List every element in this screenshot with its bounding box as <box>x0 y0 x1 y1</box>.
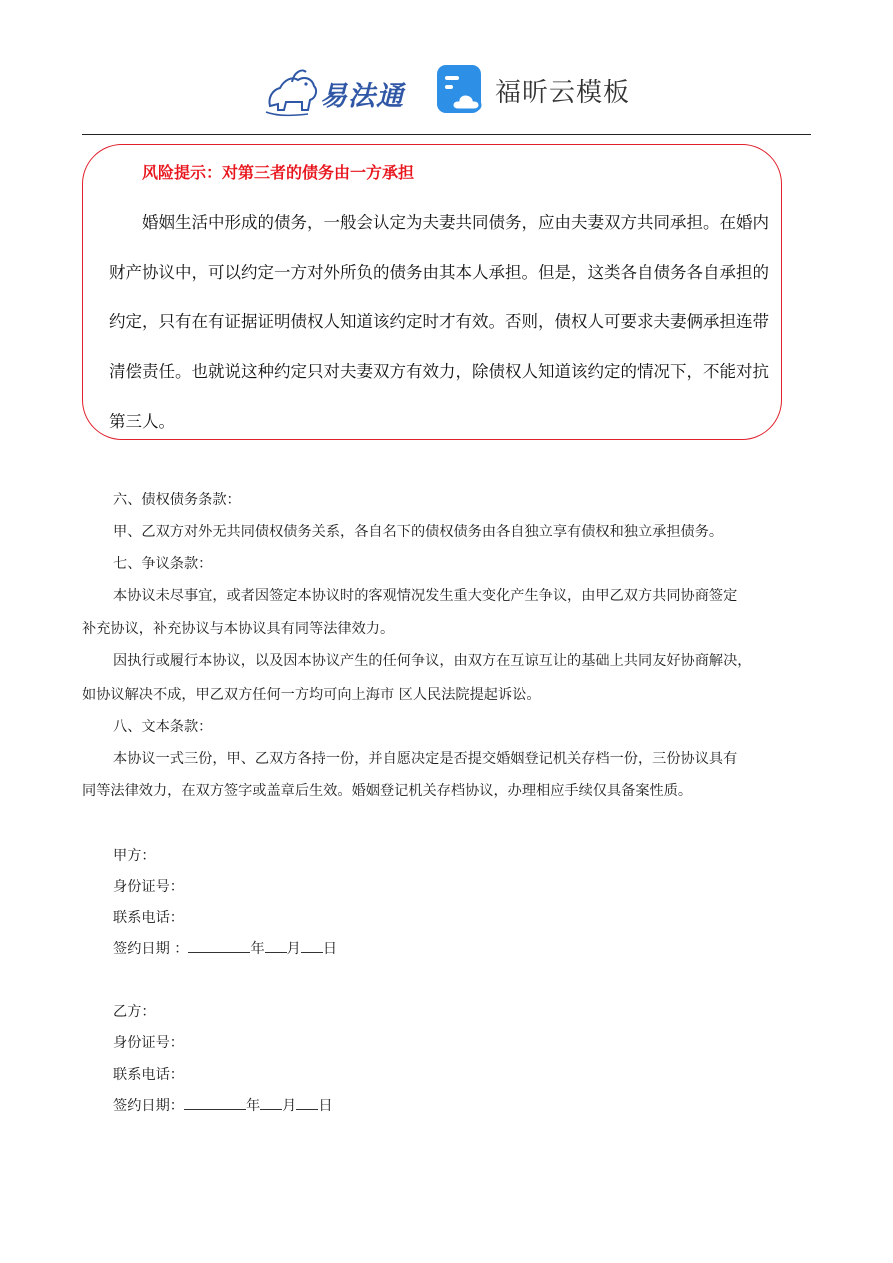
risk-text-line: 清偿责任。也就说这种约定只对夫妻双方有效力，除债权人知道该约定的情况下，不能对抗 <box>109 362 769 381</box>
document-header <box>0 56 893 126</box>
section-7-paragraph-1-cont: 补充协议，补充协议与本协议具有同等法律效力。 <box>82 621 395 637</box>
section-6-title: 六、债权债务条款： <box>113 492 241 508</box>
yifatong-logo-text: 易法通 <box>320 81 404 112</box>
day-blank[interactable] <box>301 938 323 953</box>
month-blank[interactable] <box>260 1095 282 1110</box>
party-b-date-label: 签约日期： <box>113 1098 184 1114</box>
section-8-title: 八、文本条款： <box>113 719 213 735</box>
day-blank[interactable] <box>296 1095 318 1110</box>
risk-warning-box <box>82 144 782 440</box>
day-label: 日 <box>322 941 338 957</box>
risk-text-line: 婚姻生活中形成的债务，一般会认定为夫妻共同债务，应由夫妻双方共同承担。在婚内 <box>142 213 769 232</box>
risk-warning-title: 风险提示：对第三者的债务由一方承担 <box>142 163 415 182</box>
section-7-title: 七、争议条款： <box>113 556 213 572</box>
month-label: 月 <box>282 1098 297 1114</box>
party-a-label: 甲方： <box>113 848 156 864</box>
party-a-phone-label: 联系电话： <box>113 910 184 926</box>
party-b-phone-label: 联系电话： <box>113 1067 184 1083</box>
section-6-paragraph: 甲、乙双方对外无共同债权债务关系，各自名下的债权债务由各自独立享有债权和独立承担债务。 <box>113 524 724 540</box>
party-b-date-row <box>113 1095 333 1115</box>
party-a-date-row <box>113 938 337 958</box>
risk-text-line: 约定，只有在有证据证明债权人知道该约定时才有效。否则，债权人可要求夫妻俩承担连带 <box>109 312 769 331</box>
year-blank[interactable] <box>188 938 250 953</box>
section-7-paragraph-2: 因执行或履行本协议，以及因本协议产生的任何争议，由双方在互谅互让的基础上共同友好协商解决， <box>113 653 752 669</box>
year-label: 年 <box>250 941 265 957</box>
party-a-id-label: 身份证号： <box>113 879 184 895</box>
year-blank[interactable] <box>184 1095 246 1110</box>
month-label: 月 <box>286 941 301 957</box>
month-blank[interactable] <box>265 938 287 953</box>
party-a-date-label: 签约日期 ： <box>113 941 189 957</box>
section-8-paragraph: 本协议一式三份，甲、乙双方各持一份，并自愿决定是否提交婚姻登记机关存档一份，三份协议具有 <box>113 751 738 767</box>
foxit-cloud-icon <box>436 64 486 116</box>
risk-text-line: 第三人。 <box>109 412 175 431</box>
yifatong-logo <box>262 62 412 118</box>
section-7-paragraph-2-cont: 如协议解决不成，甲乙双方任何一方均可向上海市 区人民法院提起诉讼。 <box>82 687 541 703</box>
qilin-icon <box>262 62 322 118</box>
risk-text-line: 财产协议中，可以约定一方对外所负的债务由其本人承担。但是，这类各自债务各自承担的 <box>109 263 769 282</box>
header-divider <box>82 134 811 135</box>
section-7-paragraph-1: 本协议未尽事宜，或者因签定本协议时的客观情况发生重大变化产生争议，由甲乙双方共同协商签定 <box>113 588 738 604</box>
party-b-label: 乙方： <box>113 1004 156 1020</box>
section-8-paragraph-cont: 同等法律效力，在双方签字或盖章后生效。婚姻登记机关存档协议，办理相应手续仅具备案性质。 <box>82 783 693 799</box>
party-b-id-label: 身份证号： <box>113 1035 184 1051</box>
year-label: 年 <box>245 1098 261 1114</box>
foxit-template-logo-text: 福昕云模板 <box>495 78 631 108</box>
day-label: 日 <box>318 1098 333 1114</box>
